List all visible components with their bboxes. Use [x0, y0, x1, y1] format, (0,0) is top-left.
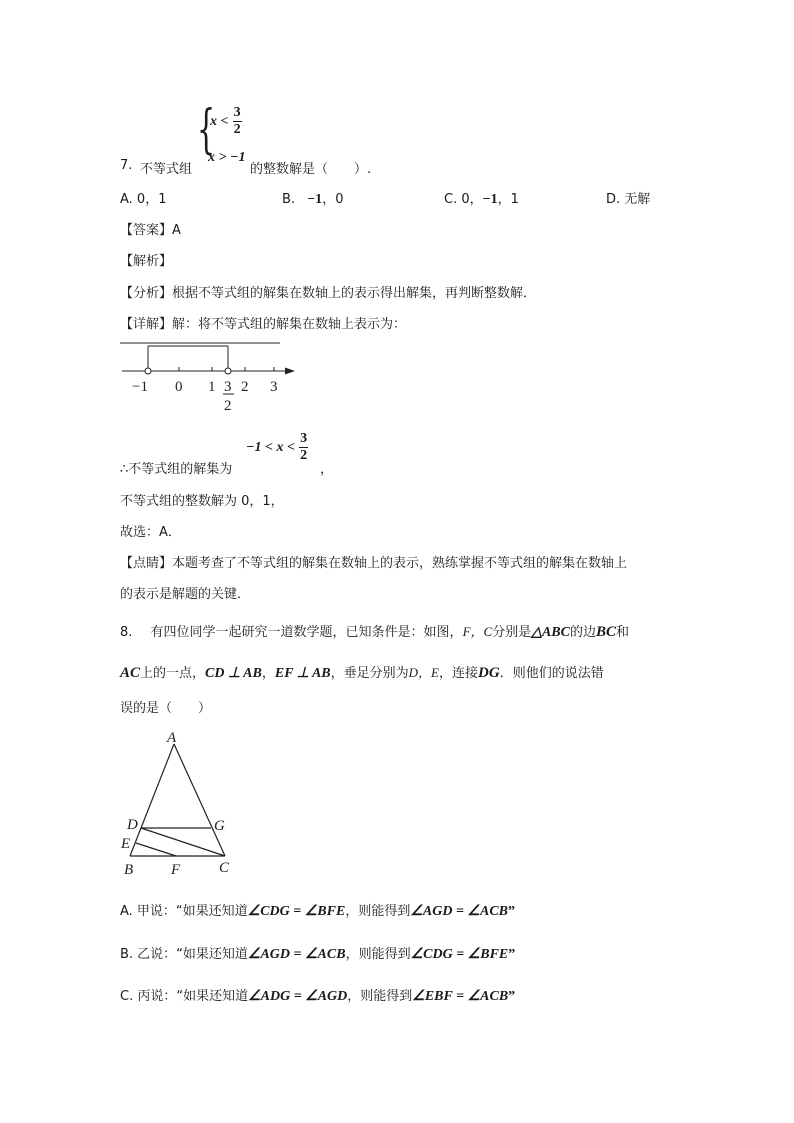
q8-text8: ．则他们的说法错	[499, 666, 604, 681]
option-c-end: ”	[508, 989, 516, 1004]
side-ac	[174, 744, 225, 856]
option-c-mid: ，则能得到	[347, 989, 413, 1004]
option-b[interactable]	[282, 188, 343, 208]
q8-option-c[interactable]	[120, 985, 515, 1005]
q8-text4: 和	[616, 625, 630, 640]
analysis-title: 【解析】	[120, 254, 173, 269]
option-c-value: −1	[482, 192, 498, 207]
frac-num: 3	[233, 105, 241, 120]
label-d: D	[127, 817, 138, 833]
result-frac-num: 3	[300, 431, 308, 446]
q8-line-3: 误的是（ ）	[120, 701, 212, 716]
q8-comma: ，	[261, 666, 275, 681]
sys-line1-frac	[233, 106, 242, 137]
q8-ac: AC	[120, 665, 141, 681]
q8-text5: 上的一点，	[140, 666, 206, 681]
tick-label-2: 2	[241, 379, 249, 395]
q7-number: 7.	[120, 158, 133, 173]
side-ab	[130, 744, 174, 856]
tick-label-0: 0	[175, 379, 183, 395]
option-a-mid: ，则能得到	[345, 904, 411, 919]
open-point-1.5	[225, 368, 231, 374]
q7-prefix: 不等式组	[140, 162, 193, 177]
segment-ef	[136, 843, 176, 856]
option-c-cond: ∠ADG = ∠AGD	[248, 989, 348, 1004]
result-prefix: ∴不等式组的解集为	[120, 462, 233, 477]
q8-cd-ab: CD ⊥ AB	[205, 666, 262, 681]
q8-line-1	[120, 621, 629, 641]
q8-f-c: F，C	[462, 624, 493, 639]
result-frac	[299, 432, 308, 463]
option-c[interactable]	[444, 188, 519, 208]
option-b-suffix: ，0	[322, 192, 344, 207]
label-e: E	[121, 836, 131, 852]
sys-line1-lhs: x <	[210, 114, 229, 129]
result-math	[246, 432, 308, 463]
option-b-end: ”	[508, 947, 516, 962]
label-c: C	[219, 860, 230, 876]
option-c-suffix: ，1	[497, 192, 519, 207]
option-b-cond: ∠AGD = ∠ACB	[247, 947, 346, 962]
option-a[interactable]: A. 0，1	[120, 192, 167, 207]
q8-d-e: D，E	[408, 665, 439, 680]
option-a-res: ∠AGD = ∠ACB	[410, 904, 508, 919]
system-brace: {	[197, 100, 216, 160]
option-a-cond: ∠CDG = ∠BFE	[247, 904, 346, 919]
tick-label-1: 1	[208, 379, 216, 395]
option-c-prefix: C. 丙说：“如果还知道	[120, 989, 249, 1004]
result-lhs: −1 < x <	[246, 440, 295, 455]
q8-dg: DG	[478, 665, 500, 681]
triangle-figure	[118, 726, 248, 881]
axis-arrow	[285, 368, 295, 375]
frac-den: 2	[233, 122, 241, 137]
result-frac-den: 2	[300, 448, 308, 463]
q8-line-2	[120, 662, 604, 682]
tick-label-3: 3	[270, 379, 278, 395]
xiangjie: 【详解】解：将不等式组的解集在数轴上表示为：	[120, 317, 407, 332]
label-g: G	[214, 818, 225, 834]
option-c-res: ∠EBF = ∠ACB	[412, 989, 509, 1004]
option-b-value: −1	[307, 192, 323, 207]
q8-text6: ，垂足分别为	[330, 666, 409, 681]
q8-bc: BC	[596, 624, 617, 640]
segment-dc	[141, 828, 225, 856]
system-line-1	[210, 106, 242, 137]
tick-label-frac-num: 3	[224, 379, 232, 395]
option-d[interactable]: D. 无解	[606, 192, 651, 207]
q8-ef-ab: EF ⊥ AB	[274, 666, 331, 681]
option-c-prefix: C. 0，	[444, 192, 483, 207]
tick-label-frac-den: 2	[224, 398, 232, 414]
q8-text3: 的边	[569, 625, 596, 640]
option-a-end: ”	[508, 904, 515, 919]
option-a-prefix: A. 甲说：“如果还知道	[120, 904, 248, 919]
label-f: F	[171, 862, 181, 878]
q8-tri: △ABC	[531, 625, 570, 640]
integer-solutions: 不等式组的整数解为 0，1，	[120, 494, 284, 509]
dianjing-line-1: 【点睛】本题考查了不等式组的解集在数轴上的表示，熟练掌握不等式组的解集在数轴上	[120, 556, 628, 571]
choose: 故选：A．	[120, 525, 181, 540]
q8-text7: ，连接	[439, 666, 479, 681]
q8-text2: 分别是	[492, 625, 532, 640]
option-b-res: ∠CDG = ∠BFE	[410, 947, 509, 962]
dianjing-line-2: 的表示是解题的关键．	[120, 587, 251, 602]
q8-number: 8.	[120, 625, 133, 640]
label-a: A	[167, 730, 177, 746]
tick-label-neg1: −1	[132, 379, 148, 395]
q8-option-b[interactable]	[120, 943, 515, 963]
fenxi: 【分析】根据不等式组的解集在数轴上的表示得出解集，再判断整数解．	[120, 286, 537, 301]
q8-option-a[interactable]	[120, 900, 515, 920]
option-b-prefix: B.	[282, 192, 296, 207]
answer: 【答案】A	[120, 223, 181, 238]
option-b-mid: ，则能得到	[345, 947, 411, 962]
label-b: B	[124, 862, 134, 878]
q8-text1: 有四位同学一起研究一道数学题，已知条件是：如图，	[150, 625, 463, 640]
result-suffix: ，	[320, 462, 334, 477]
system-line-2: x > −1	[208, 150, 246, 165]
number-line-figure	[118, 336, 298, 418]
option-b-prefix: B. 乙说：“如果还知道	[120, 947, 248, 962]
open-point-neg1	[145, 368, 151, 374]
q7-suffix: 的整数解是（ ）.	[250, 162, 372, 177]
